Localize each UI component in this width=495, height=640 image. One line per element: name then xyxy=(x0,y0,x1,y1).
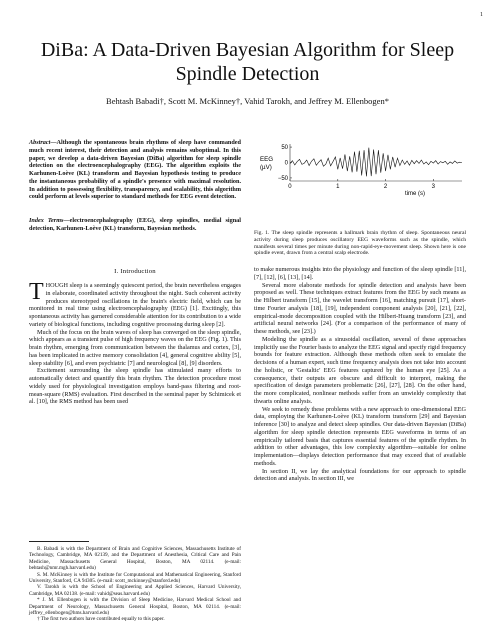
eeg-figure xyxy=(254,140,466,220)
intro-paragraph-3: Excitement surrounding the sleep spindle has stimulated many efforts to automatically detect and quantify this brain rhythm. The detection procedure most widely used for physiological investigation employs band-pass filtering and root-mean-square (RMS) evaluation. First described in the seminal paper by Schimicek et al. [10], the RMS method has been used xyxy=(29,367,241,406)
intro-paragraph-1 xyxy=(29,279,242,329)
abstract-label: Abstract xyxy=(29,139,51,146)
x-tick-label: 0 xyxy=(288,184,292,190)
x-tick-label: 3 xyxy=(431,184,435,190)
paper-title: DiBa: A Data-Driven Bayesian Algorithm for Sleep Spindle Detection xyxy=(40,39,455,85)
x-tick-label: 1 xyxy=(336,184,340,190)
drop-cap: T xyxy=(29,279,44,305)
index-terms-label: Index Terms xyxy=(29,217,64,224)
footnote-rule xyxy=(29,541,89,542)
footnotes xyxy=(29,546,241,623)
first-word: HOUGH xyxy=(45,282,69,289)
x-tick-label: 2 xyxy=(383,184,388,190)
footnote: V. Tarokh is with the School of Engineering and Applied Sciences, Harvard University, Cambridge, MA 02138. (e-mail: vahid@seas.harvard.edu) xyxy=(29,584,241,597)
author-list: Behtash Babadi†, Scott M. McKinney†, Vahid Tarokh, and Jeffrey M. Ellenbogen* xyxy=(106,96,389,106)
y-axis-label-line2: (µV) xyxy=(260,164,272,171)
paragraph: Modeling the spindle as a sinusoidal oscillation, several of these approaches implicitly use the Fourier basis to analyze the EEG signal and specify rigid frequency bounds for feature extraction. Although these methods often seek to emulate the decisions of a human expert, such time frequency analysis does not take into account the holistic, or 'Gestaltic' EEG features captured by the human eye [25]. As a consequence, their outputs are obscure and difficult to interpret, making the specification of design parameters problematic [26], [27], [28]. On the other hand, the more complicated, nonlinear methods suffer from an unwieldy complexity that thwarts online analysis. xyxy=(254,335,466,405)
paragraph: In section II, we lay the analytical foundations for our approach to spindle detection and analysis. In section III, we xyxy=(254,467,466,483)
y-tick-label: 0 xyxy=(284,160,288,167)
x-axis-label: time (s) xyxy=(405,191,425,197)
paragraph: to make numerous insights into the physiology and function of the sleep spindle [11], [7], [12], [6], [13], [14]. xyxy=(254,266,466,281)
index-terms: Index Terms—electroencephalography (EEG), sleep spindles, medial signal detection, Karhunen-Loève (KL) transform, Bayesian methods. xyxy=(29,217,241,232)
introduction-body xyxy=(29,279,242,406)
footnote: S. M. McKinney is with the Institute for Computational and Mathematical Engineering, Stanford University, Stanford, CA 94305. (e-mail: scott_mckinney@stanford.edu) xyxy=(29,571,241,585)
paragraph: Several more elaborate methods for spindle detection and analysis have been proposed as well. These techniques extract features from the EEG by such means as the Hilbert transform [15], the wavelet transform [16], matching pursuit [17], short-time Fourier analysis [18], [19], independent component analysis [20], [21], [22], empirical-mode decomposition coupled with the Hilbert-Huang transform [23], and artificial neural networks [24]. (For a comparison of the performance of many of these methods, see [23].) xyxy=(254,281,466,335)
y-tick-label: 50 xyxy=(281,145,288,152)
intro-paragraph-1-text: sleep is a seemingly quiescent period, the brain nevertheless engages in elaborate, coordinated activity throughout the night. Such coherent activity produces stereotyped oscillations in the brain's electric field, which can be monitored in real time using electroencephalography (EEG) [1]. Excitingly, this spontaneous activity has garnered considerable attention for its contribution to a wide variety of biological functions, including cognitive processing during sleep [2]. xyxy=(29,282,242,328)
footnote: B. Babadi is with the Department of Brain and Cognitive Sciences, Massachusetts Institute of Technology, Cambridge, MA 02139, and the Department of Anesthesia, Critical Care and Pain Medicine, Massachusetts General Hospital, Boston, MA 02114. (e-mail: behtash@nmr.mgh.harvard.edu) xyxy=(29,546,241,572)
y-axis-label-line1: EEG xyxy=(260,156,274,163)
footnote: * J. M. Ellenbogen is with the Division of Sleep Medicine, Harvard Medical School and Department of Neurology, Massachusetts General Hospital, Boston, MA 02114. (e-mail: jeffrey_ellenbogen@hms.harvard.edu) xyxy=(29,597,241,617)
paragraph: We seek to remedy these problems with a new approach to one-dimensional EEG data, employing the Karhunen-Loève (KL) transform transform [29] and Bayesian inference [30] to analyze and detect sleep spindles. Our data-driven Bayesian (DiBa) algorithm for sleep spindle detection represents EEG waveforms in terms of an empirically tailored basis that captures essential features of the spindle rhythm. In addition to other advantages, this low complexity algorithm—suitable for online implementation—displays detection performance that may exceed that of available methods. xyxy=(254,405,466,467)
footnote: † The first two authors have contributed equally to this paper. xyxy=(37,616,165,623)
index-terms-text: electroencephalography (EEG), sleep spindles, medial signal detection, Karhunen-Loève (KL) transform, Bayesian methods. xyxy=(29,217,241,232)
right-column-body xyxy=(254,266,466,483)
intro-paragraph-2: Much of the focus on the brain waves of sleep has converged on the sleep spindle, which appears as a transient pulse of high frequency waves on the EEG (Fig. 1). This brain rhythm, emerging from communication between the thalamus and cortex, [3], has been implicated in active memory consolidation [4], general cognitive ability [5], sleep stability [6], and even psychiatric [7] and neurological [8], [9] disorders. xyxy=(29,328,241,367)
figure-caption: Fig. 1. The sleep spindle represents a hallmark brain rhythm of sleep. Spontaneous neural activity during sleep produces oscillatory EEG waveforms such as the spindle, which manifests several times per minute during non-rapid-eye-movement sleep. Shown here is one spindle event, drawn from a central scalp electrode. xyxy=(254,230,466,257)
abstract: Abstract—Although the spontaneous brain rhythms of sleep have commanded much recent interest, their detection and analysis remains suboptimal. In this paper, we develop a data-driven Bayesian (DiBa) algorithm for sleep spindle detection on the electroencephalography (EEG). The algorithm exploits the Karhunen-Loève (KL) transform and Bayesian hypothesis testing to produce the instantaneous probability of a spindle's presence with maximal resolution. In addition to possessing flexibility, transparency, and scalability, this algorithm could perform at levels superior to standard methods for EEG event detection. xyxy=(29,139,241,201)
abstract-text: Although the spontaneous brain rhythms of sleep have commanded much recent interest, their detection and analysis remains suboptimal. In this paper, we develop a data-driven Bayesian (DiBa) algorithm for sleep spindle detection on the electroencephalography (EEG). The algorithm exploits the Karhunen-Loève (KL) transform and Bayesian hypothesis testing to produce the instantaneous probability of a spindle's presence with maximal resolution. In addition to possessing flexibility, transparency, and scalability, this algorithm could perform at levels superior to standard methods for EEG event detection. xyxy=(29,139,241,201)
y-tick-label: −50 xyxy=(277,175,288,182)
section-heading-introduction: I. Introduction xyxy=(114,268,156,275)
eeg-trace-line xyxy=(290,148,462,177)
page-number: 1 xyxy=(480,12,483,18)
